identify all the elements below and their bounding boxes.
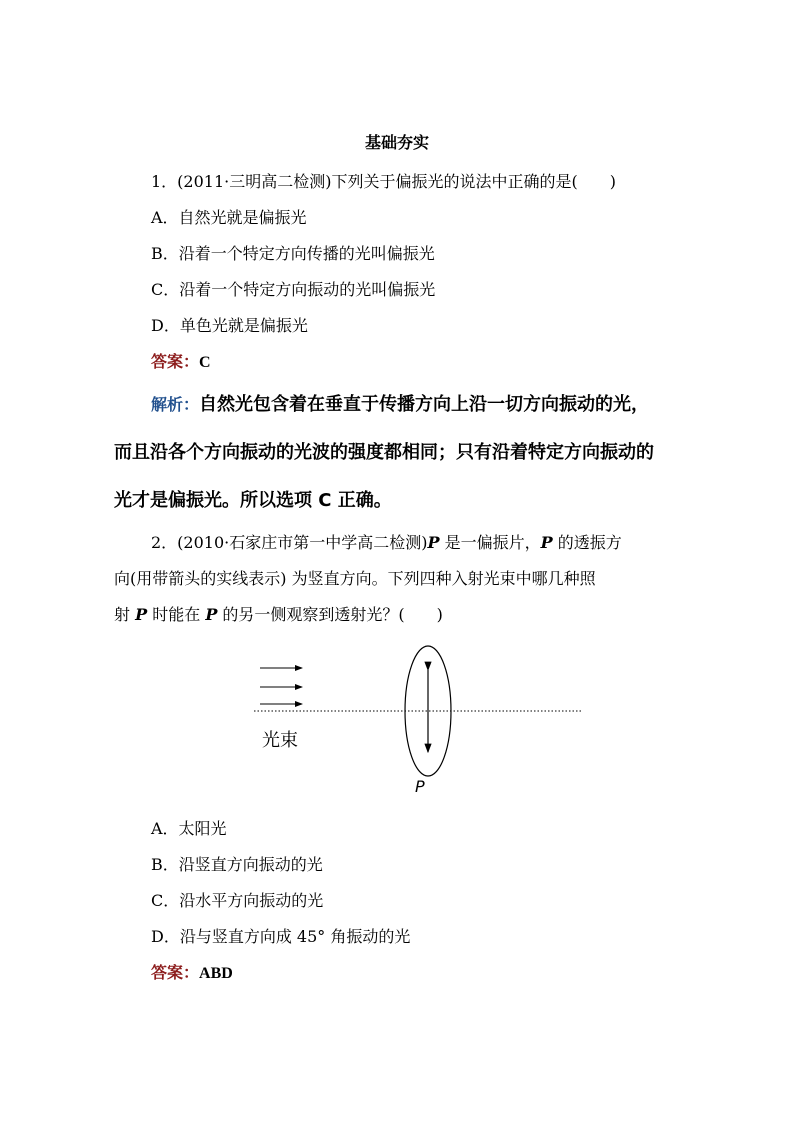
q1-analysis-line-1: 解析：自然光包含着在垂直于传播方向上沿一切方向振动的光，	[151, 394, 650, 415]
q2-option-c: C．沿水平方向振动的光	[151, 891, 324, 910]
q1-option-d: D．单色光就是偏振光	[151, 316, 308, 335]
analysis-label: 解析：	[151, 395, 200, 414]
beam-label: 光束	[262, 730, 298, 751]
polarizer-label: P	[415, 777, 425, 796]
answer-value: ABD	[199, 965, 233, 982]
q2-answer	[151, 960, 233, 983]
answer-label: 答案：	[151, 963, 200, 982]
q1-option-a: A．自然光就是偏振光	[151, 208, 307, 227]
question-2-stem-line-3: 射 P 时能在 P 的另一侧观察到透射光？( )	[114, 605, 443, 624]
answer-value: C	[199, 354, 211, 371]
q1-answer	[151, 349, 211, 372]
light-beam-arrows	[260, 668, 302, 704]
q1-analysis-line-3: 光才是偏振光。所以选项 C 正确。	[114, 490, 392, 511]
polarizer-figure	[240, 640, 600, 800]
question-1-stem: 1．(2011·三明高二检测)下列关于偏振光的说法中正确的是( )	[151, 172, 616, 191]
question-2-stem-line-1: 2．(2010·石家庄市第一中学高二检测)P 是一偏振片，P 的透振方	[151, 533, 622, 552]
answer-label: 答案：	[151, 352, 200, 371]
q2-option-a: A．太阳光	[151, 819, 227, 838]
section-title: 基础夯实	[364, 133, 429, 152]
q1-option-c: C．沿着一个特定方向振动的光叫偏振光	[151, 280, 436, 299]
q2-option-b: B．沿竖直方向振动的光	[151, 855, 323, 874]
q1-option-b: B．沿着一个特定方向传播的光叫偏振光	[151, 244, 435, 263]
q2-option-d: D．沿与竖直方向成 45° 角振动的光	[151, 927, 411, 946]
q1-analysis-line-2: 而且沿各个方向振动的光波的强度都相同；只有沿着特定方向振动的	[114, 442, 654, 463]
question-2-stem-line-2: 向(用带箭头的实线表示) 为竖直方向。下列四种入射光束中哪几种照	[114, 569, 596, 588]
